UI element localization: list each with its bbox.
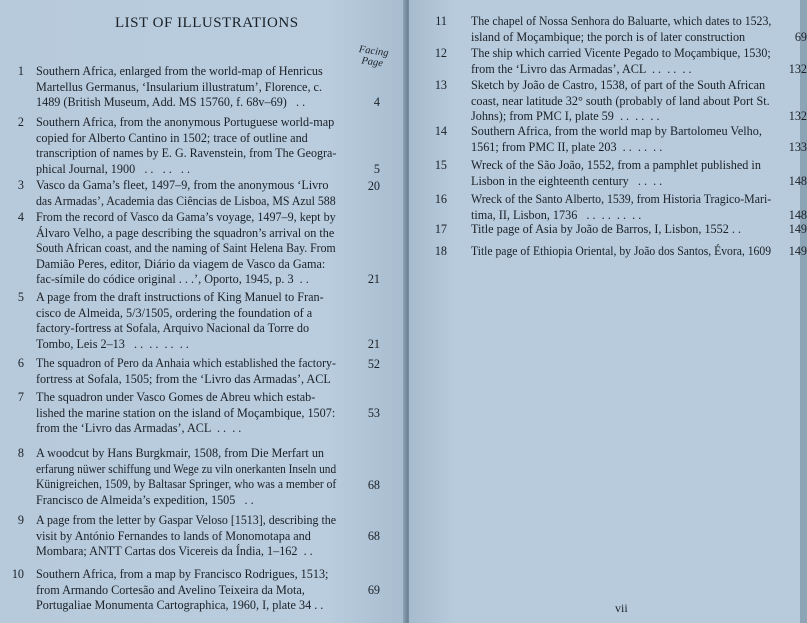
entry-description <box>471 124 771 155</box>
entry-description <box>36 513 336 560</box>
illustration-entry <box>6 513 386 560</box>
entry-description <box>36 64 336 111</box>
entry-number: 11 <box>435 14 447 28</box>
entry-description <box>36 210 336 288</box>
entry-line: from the ‘Livro das Armadas’, ACL . . . . . . <box>471 61 692 76</box>
entry-line: transcription of names by E. G. Ravenstein, from The Geogra- <box>36 146 337 160</box>
entry-description <box>471 78 771 125</box>
entry-line: Wreck of the Santo Alberto, 1539, from Historia Tragico-Mari- <box>471 192 772 206</box>
entry-line: tima, II, Lisbon, 1736 . . . . . . . . <box>471 207 642 222</box>
entry-number: 12 <box>434 46 447 60</box>
entry-line: Wreck of the São João, 1552, from a pamphlet published in <box>471 158 761 172</box>
illustration-entry <box>6 356 386 387</box>
entry-line: from Armando Cortesão and Avelino Teixeira da Mota, <box>36 582 305 597</box>
entry-number: 4 <box>17 210 24 224</box>
entry-line: Title page of Asia by João de Barros, I, Lisbon, 1552 . . <box>471 222 742 236</box>
entry-page-number: 133 <box>788 139 807 154</box>
entry-description <box>36 356 336 387</box>
entry-number: 7 <box>17 390 24 404</box>
entry-page-number: 68 <box>367 529 380 543</box>
entry-number: 9 <box>17 513 24 527</box>
entry-page-number: 21 <box>367 336 380 351</box>
entry-description <box>36 178 336 209</box>
entry-line: Southern Africa, from the world map by Bartolomeu Velho, <box>471 124 762 138</box>
illustration-entry <box>6 64 386 111</box>
illustration-entry <box>423 244 807 260</box>
entry-page-number: 149 <box>788 244 807 258</box>
entry-page-number: 68 <box>367 477 380 492</box>
entry-line: Lisbon in the eighteenth century . . . . <box>471 173 663 188</box>
entry-number: 13 <box>434 78 447 92</box>
entry-description <box>36 115 336 177</box>
entry-line: cisco de Almeida, 5/3/1505, ordering the foundation of a <box>36 305 313 320</box>
entry-line: Portugaliae Monumenta Cartographica, 1960, I, plate 34 . . <box>36 598 324 612</box>
entry-description <box>36 567 336 614</box>
entry-line: The squadron of Pero da Anhaia which established the factory- <box>36 356 336 370</box>
entry-line: Sketch by João de Castro, 1538, of part of the South African <box>471 78 766 92</box>
entry-line: phical Journal, 1900 . . . . . . <box>36 161 191 176</box>
entry-page-number: 148 <box>788 207 807 222</box>
illustration-entry <box>423 124 807 155</box>
illustration-entry <box>423 222 807 238</box>
entry-line: Southern Africa, enlarged from the world-map of Henricus <box>36 64 323 78</box>
entry-line: das Armadas’, Academia das Ciências de Lisboa, MS Azul 588 <box>36 193 336 208</box>
entry-number: 16 <box>434 192 447 206</box>
entry-description <box>36 446 336 508</box>
entry-line: Title page of Ethiopia Oriental, by João dos Santos, Évora, 1609 <box>471 244 772 258</box>
illustration-entry <box>6 178 386 209</box>
entry-description <box>471 244 771 260</box>
entry-description <box>471 46 771 77</box>
illustration-entry <box>6 290 386 352</box>
entry-number: 3 <box>17 178 24 192</box>
illustration-entry <box>423 192 807 223</box>
page-number: vii <box>615 601 628 615</box>
entry-page-number: 4 <box>373 95 380 109</box>
facing-label-line: Page <box>360 55 384 70</box>
entry-line: South African coast, and the naming of Saint Helena Bay. From <box>36 241 336 255</box>
entry-line: Southern Africa, from a map by Francisco Rodrigues, 1513; <box>36 567 329 581</box>
entry-line: From the record of Vasco da Gama’s voyage, 1497–9, kept by <box>36 210 336 224</box>
entry-line: from the ‘Livro das Armadas’, ACL . . . . <box>36 421 242 435</box>
entry-number: 14 <box>434 124 447 138</box>
entry-line: lished the marine station on the island of Moçambique, 1507: <box>36 405 336 420</box>
entry-line: Johns); from PMC I, plate 59 . . . . . . <box>471 109 660 123</box>
entry-line: Martellus Germanus, ‘Insularium illustratum’, Florence, c. <box>36 79 322 94</box>
entry-description <box>471 192 771 223</box>
illustration-entry <box>6 446 386 508</box>
entry-description <box>471 222 771 238</box>
entry-page-number: 132 <box>788 61 807 76</box>
entry-number: 5 <box>17 290 24 304</box>
illustration-entry <box>6 567 386 614</box>
facing-label-line: Facing <box>358 44 390 60</box>
entry-line: Damião Peres, editor, Diário da viagem de Vasco da Gama: <box>36 256 326 271</box>
illustration-entry <box>6 390 386 437</box>
entry-number: 8 <box>17 446 24 460</box>
entry-line: Künigreichen, 1509, by Baltasar Springer, who was a member of <box>36 477 337 491</box>
entry-page-number: 21 <box>367 272 380 286</box>
entry-description <box>471 14 771 45</box>
entry-line: Southern Africa, from the anonymous Portuguese world-map <box>36 115 335 129</box>
entry-page-number: 20 <box>367 178 380 193</box>
entry-line: 1489 (British Museum, Add. MS 15760, f. 68v–69) . . <box>36 95 306 109</box>
entry-line: Álvaro Velho, a page describing the squadron’s arrival on the <box>36 225 335 240</box>
entry-number: 18 <box>434 244 447 258</box>
entry-description <box>36 290 336 352</box>
illustration-entry <box>423 46 807 77</box>
entry-line: The ship which carried Vicente Pegado to Moçambique, 1530; <box>471 46 771 60</box>
entry-line: visit by António Fernandes to lands of Monomotapa and <box>36 528 311 543</box>
entry-page-number: 149 <box>788 222 807 236</box>
entry-number: 17 <box>434 222 447 236</box>
entry-description <box>471 158 771 189</box>
illustration-entry <box>423 14 807 45</box>
entry-number: 10 <box>11 567 24 581</box>
entry-line: A page from the draft instructions of King Manuel to Fran- <box>36 290 324 304</box>
page-title: LIST OF ILLUSTRATIONS <box>115 15 299 31</box>
entry-line: fac-símile do códice original . . .’, Oporto, 1945, p. 3 . . <box>36 272 309 286</box>
entry-page-number: 132 <box>788 109 807 123</box>
illustration-entry <box>423 158 807 189</box>
entry-line: coast, near latitude 32° south (probably of land about Port St. <box>471 93 770 108</box>
entry-page-number: 148 <box>788 173 807 188</box>
entry-page-number: 69 <box>367 583 380 597</box>
entry-line: Vasco da Gama’s fleet, 1497–9, from the anonymous ‘Livro <box>36 178 329 192</box>
entry-line: Tombo, Leis 2–13 . . . . . . . . <box>36 336 189 351</box>
entry-line: fortress at Sofala, 1505; from the ‘Livro das Armadas’, ACL <box>36 371 331 386</box>
entry-number: 1 <box>17 64 24 78</box>
entry-description <box>36 390 336 437</box>
entry-page-number: 53 <box>367 406 380 420</box>
entry-page-number: 69 <box>794 29 807 44</box>
entry-number: 6 <box>17 356 24 370</box>
entry-page-number: 52 <box>367 356 380 371</box>
entry-line: 1561; from PMC II, plate 203 . . . . . . <box>471 139 663 154</box>
illustration-entry <box>6 210 386 288</box>
entry-line: erfarung nüwer schiffung und Wege zu viln onerkanten Inseln und <box>36 461 337 476</box>
illustration-entry <box>6 115 386 177</box>
entry-line: A page from the letter by Gaspar Veloso [1513], describing the <box>36 513 337 527</box>
entry-line: Francisco de Almeida’s expedition, 1505 . . <box>36 492 254 507</box>
entry-line: factory-fortress at Sofala, Arquivo Nacional da Torre do <box>36 321 310 335</box>
entry-line: The chapel of Nossa Senhora do Baluarte, which dates to 1523, <box>471 14 772 28</box>
entry-number: 15 <box>434 158 447 172</box>
right-page <box>409 0 807 623</box>
entry-line: Mombara; ANTT Cartas dos Vicereis da Índia, 1–162 . . <box>36 544 313 558</box>
entry-line: copied for Alberto Cantino in 1502; trace of outline and <box>36 130 308 145</box>
illustration-entry <box>423 78 807 125</box>
entry-line: The squadron under Vasco Gomes de Abreu which estab- <box>36 390 316 404</box>
entry-number: 2 <box>17 115 24 129</box>
entry-line: island of Moçambique; the porch is of later construction <box>471 29 746 44</box>
entry-line: A woodcut by Hans Burgkmair, 1508, from Die Merfart un <box>36 446 325 460</box>
entry-page-number: 5 <box>373 161 380 176</box>
